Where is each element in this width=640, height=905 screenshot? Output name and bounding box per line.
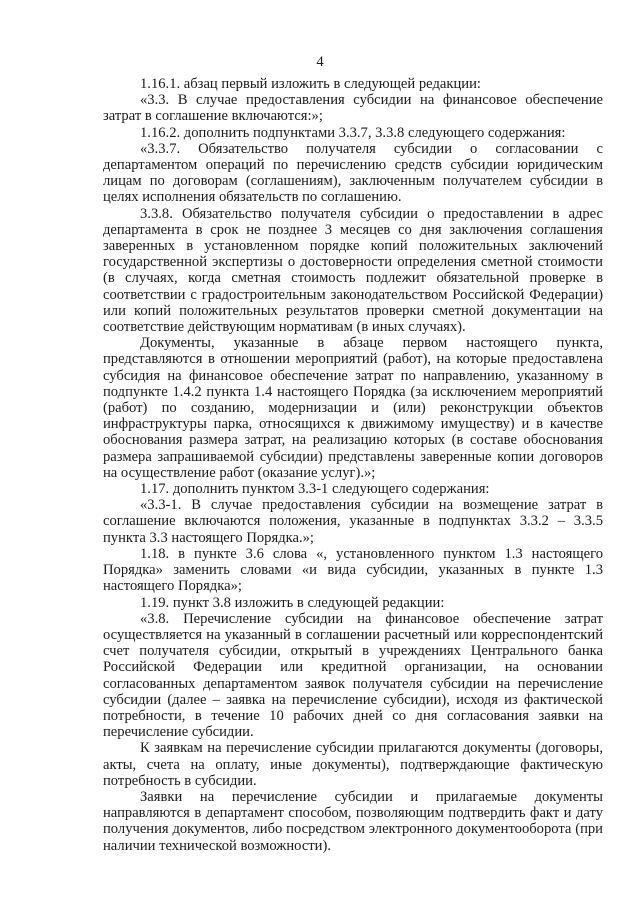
paragraph-3-3-1: «3.3-1. В случае предоставления субсидии на возмещение затрат в соглашение включаются положения, указанные в подпунктах 3.3.2 – 3.3.5 пункта 3.3 настоящего Порядка.»; bbox=[103, 497, 603, 546]
paragraph-3-8: «3.8. Перечисление субсидии на финансовое обеспечение затрат осуществляется на указанный в соглашении расчетный или корреспондентский счет получателя субсидии, открытый в учреждениях Центрального банка Российской Федерации или кредитной организации, на основании согласованных департаментом заявок получателя субсидии на перечисление субсидии (далее – заявка на перечисление субсидии), исходя из фактической потребности, в течение 10 рабочих дней со дня согласования заявки на перечисление субсидии. bbox=[103, 610, 603, 741]
paragraph-3-3-7: «3.3.7. Обязательство получателя субсидии о согласовании с департаментом операций по перечислению средств субсидии юридическим лицам по договорам (соглашениям), заключенным получателем субсидии в целях исполнения обязательств по соглашению. bbox=[103, 140, 603, 206]
paragraph-1-19: 1.19. пункт 3.8 изложить в следующей редакции: bbox=[140, 594, 445, 611]
paragraph-1-18: 1.18. в пункте 3.6 слова «, установленного пунктом 1.3 настоящего Порядка» заменить словами «и вида субсидии, указанных в пункте 1.3 настоящего Порядка»; bbox=[103, 545, 603, 595]
paragraph-1-17: 1.17. дополнить пунктом 3.3-1 следующего содержания: bbox=[140, 481, 490, 498]
paragraph-3-3-8: 3.3.8. Обязательство получателя субсидии о предоставлении в адрес департамента в срок не позднее 3 месяцев со дня заключения соглашения заверенных в установленном порядке копий положительных заключений государственной экспертизы о достоверности определения сметной стоимости (в случаях, когда сметная стоимость подлежит обязательной проверке в соответствии с градостроительным законодательством Российской Федерации) или копий положительных результатов проверки сметной документации на соответствие действующим нормативам (в иных случаях). bbox=[103, 205, 603, 336]
paragraph-applications-attachments: К заявкам на перечисление субсидии прилагаются документы (договоры, акты, счета на оплату, иные документы), подтверждающие фактическую потребность в субсидии. bbox=[103, 740, 603, 789]
paragraph-1-16-2: 1.16.2. дополнить подпунктами 3.3.7, 3.3.8 следующего содержания: bbox=[140, 124, 566, 141]
page-number: 4 bbox=[316, 54, 324, 70]
paragraph-documents: Документы, указанные в абзаце первом настоящего пункта, представляются в отношении мероприятий (работ), на которые предоставлена субсидия на финансовое обеспечение затрат по направлению, указанному в подпункте 1.4.2 пункта 1.4 настоящего Порядка (за исключением мероприятий (работ) по созданию, модернизации и (или) реконструкции объектов инфраструктуры парка, относящихся к движимому имуществу) и в качестве обоснования размера затрат, на реализацию которых (в составе обоснования размера запрашиваемой субсидии) представлены заверенные копии договоров на осуществление работ (оказание услуг).»; bbox=[103, 335, 603, 481]
paragraph-applications-delivery: Заявки на перечисление субсидии и прилагаемые документы направляются в департамент способом, позволяющим подтвердить факт и дату получения документов, либо посредством электронного документооборота (при наличии технической возможности). bbox=[103, 788, 603, 854]
paragraph-quote-3-3: «3.3. В случае предоставления субсидии на финансовое обеспечение затрат в соглашение включаются:»; bbox=[103, 92, 603, 125]
document-body bbox=[103, 76, 603, 854]
paragraph-1-16-1: 1.16.1. абзац первый изложить в следующей редакции: bbox=[140, 76, 481, 92]
